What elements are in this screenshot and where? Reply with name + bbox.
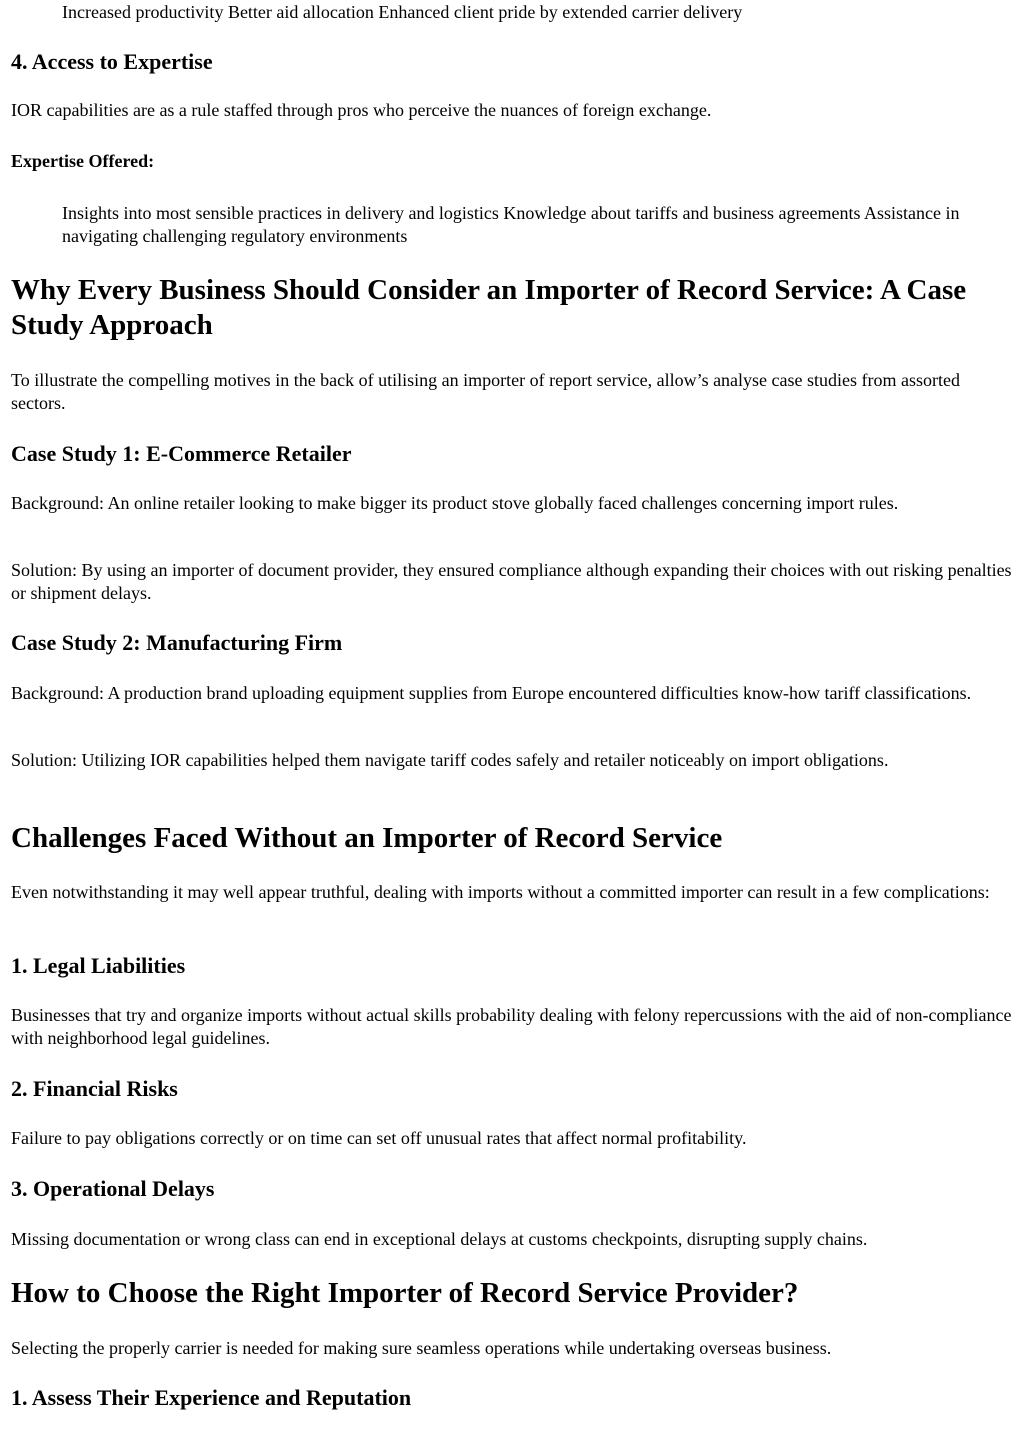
access-expertise-heading: 4. Access to Expertise: [11, 49, 213, 74]
case-study-1-background: Background: An online retailer looking to make bigger its product stove globally faced challenges concerning import rules.: [11, 493, 899, 513]
case-study-1-solution: Solution: By using an importer of document provider, they ensured compliance although expanding their choices with out risking penalties or shipment delays.: [11, 560, 1012, 603]
legal-liabilities-heading: 1. Legal Liabilities: [11, 953, 186, 978]
case-study-1-heading: Case Study 1: E-Commerce Retailer: [11, 441, 352, 466]
financial-risks-body: Failure to pay obligations correctly or on time can set off unusual rates that affect normal profitability.: [11, 1128, 747, 1148]
expertise-offered-subheading: Expertise Offered:: [11, 151, 155, 171]
financial-risks-heading: 2. Financial Risks: [11, 1076, 178, 1101]
expertise-offered-list: Insights into most sensible practices in delivery and logistics Knowledge about tariffs and business agreements Assistance in navigating challenging regulatory environments: [62, 203, 960, 246]
assess-experience-heading: 1. Assess Their Experience and Reputation: [11, 1385, 412, 1410]
case-study-2-heading: Case Study 2: Manufacturing Firm: [11, 630, 343, 655]
case-study-intro: To illustrate the compelling motives in the back of utilising an importer of report service, allow’s analyse case studies from assorted sectors.: [11, 370, 960, 413]
benefits-list-text: Increased productivity Better aid allocation Enhanced client pride by extended carrier delivery: [62, 2, 743, 22]
legal-liabilities-body: Businesses that try and organize imports without actual skills probability dealing with felony repercussions with the aid of non-compliance with neighborhood legal guidelines.: [11, 1005, 1012, 1048]
access-expertise-body: IOR capabilities are as a rule staffed through pros who perceive the nuances of foreign exchange.: [11, 100, 712, 120]
case-study-2-background: Background: A production brand uploading equipment supplies from Europe encountered difficulties know-how tariff classifications.: [11, 683, 972, 703]
choose-provider-heading: How to Choose the Right Importer of Record Service Provider?: [11, 1277, 799, 1309]
operational-delays-heading: 3. Operational Delays: [11, 1176, 215, 1201]
challenges-intro: Even notwithstanding it may well appear truthful, dealing with imports without a committed importer can result in a few complications:: [11, 882, 990, 902]
challenges-heading: Challenges Faced Without an Importer of Record Service: [11, 822, 723, 854]
case-study-2-solution: Solution: Utilizing IOR capabilities helped them navigate tariff codes safely and retailer noticeably on import obligations.: [11, 750, 889, 770]
operational-delays-body: Missing documentation or wrong class can end in exceptional delays at customs checkpoints, disrupting supply chains.: [11, 1229, 868, 1249]
why-every-business-heading: Why Every Business Should Consider an Importer of Record Service: A Case Study Approach: [11, 274, 967, 341]
choose-provider-intro: Selecting the properly carrier is needed for making sure seamless operations while undertaking overseas business.: [11, 1338, 832, 1358]
